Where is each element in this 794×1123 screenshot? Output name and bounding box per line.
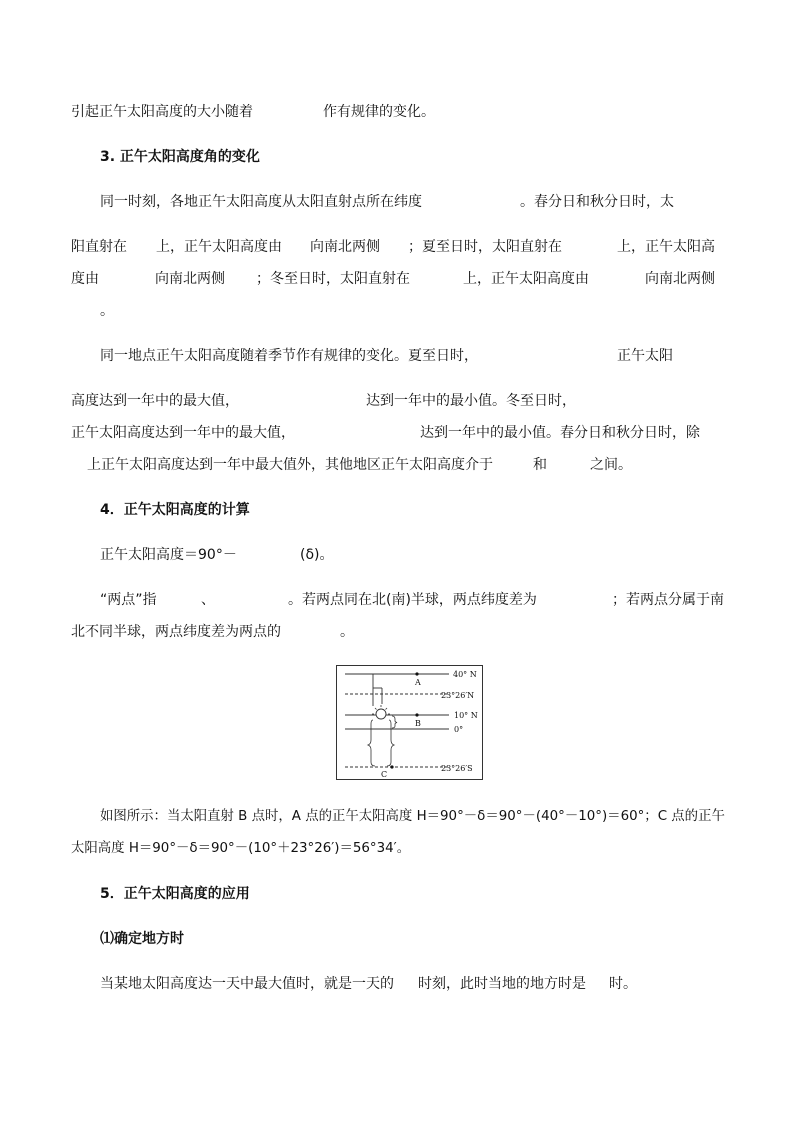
text-line: 如图所示：当太阳直射 B 点时，A 点的正午太阳高度 H＝90°－δ＝90°－(40°－10°)＝60°；C 点的正午 [100, 809, 725, 824]
text-line: 度由 [71, 271, 99, 287]
text-line: 、 [201, 592, 215, 608]
text-line: 正午太阳高度达到一年中的最大值， [71, 425, 295, 441]
text-line: 达到一年中的最小值。春分日和秋分日时，除 [420, 425, 700, 441]
text-line: 上，正午太阳高度由 [156, 239, 282, 255]
text-line: 。春分日和秋分日时，太 [520, 194, 674, 210]
text-line: 正午太阳 [617, 348, 673, 364]
lat-label: 23°26′N [441, 691, 475, 700]
text-line: 和 [533, 457, 547, 473]
text-line: 高度达到一年中的最大值， [71, 393, 239, 409]
point-b-label: B [415, 719, 421, 728]
text-line: 太阳高度 H＝90°－δ＝90°－(10°＋23°26′)＝56°34′。 [71, 841, 411, 856]
text-line: 上，正午太阳高度由 [463, 271, 589, 287]
text-line: 。 [100, 303, 114, 319]
text-line: 时刻，此时当地的地方时是 [418, 976, 586, 992]
text-line: 。 [340, 624, 354, 640]
text-line: 北不同半球，两点纬度差为两点的 [71, 624, 281, 640]
lat-label: 40° N [453, 670, 477, 679]
text-line: 阳直射在 [71, 239, 127, 255]
section-heading: 4．正午太阳高度的计算 [100, 502, 250, 518]
lat-label: 0° [454, 725, 464, 734]
sun-icon [372, 705, 390, 719]
text-line: 达到一年中的最小值。冬至日时， [366, 393, 576, 409]
text-line: 。若两点同在北(南)半球，两点纬度差为 [288, 592, 537, 608]
text-line: 之间。 [590, 457, 632, 473]
text-line: “两点”指 [100, 592, 157, 608]
lat-label: 10° N [454, 711, 478, 720]
text-line: 向南北两侧 [155, 271, 225, 287]
text-line: 同一地点正午太阳高度随着季节作有规律的变化。夏至日时， [100, 348, 478, 364]
text-line: 向南北两侧 [310, 239, 380, 255]
section-heading: 5．正午太阳高度的应用 [100, 886, 250, 902]
point-c-label: C [381, 770, 388, 779]
text-line: 上正午太阳高度达到一年中最大值外，其他地区正午太阳高度介于 [87, 457, 493, 473]
sub-heading: ⑴确定地方时 [100, 931, 184, 947]
formula-line: (δ)。 [300, 547, 334, 563]
text-line: 时。 [609, 976, 637, 992]
point-a-label: A [415, 678, 421, 687]
text-line: 上，正午太阳高 [617, 239, 715, 255]
text-line: ；冬至日时，太阳直射在 [256, 271, 410, 287]
text-line: ；若两点分属于南 [612, 592, 724, 608]
text-line: 当某地太阳高度达一天中最大值时，就是一天的 [100, 976, 394, 992]
text-line: 向南北两侧 [645, 271, 715, 287]
formula-line: 正午太阳高度＝90°－ [100, 547, 237, 563]
text-line: 引起正午太阳高度的大小随着 [71, 104, 253, 120]
text-line: 作有规律的变化。 [323, 104, 435, 120]
text-line: ；夏至日时，太阳直射在 [408, 239, 562, 255]
latitude-diagram [336, 665, 483, 780]
section-heading: 3. 正午太阳高度角的变化 [100, 149, 260, 165]
text-line: 同一时刻，各地正午太阳高度从太阳直射点所在纬度 [100, 194, 422, 210]
lat-label: 23°26′S [441, 764, 473, 773]
